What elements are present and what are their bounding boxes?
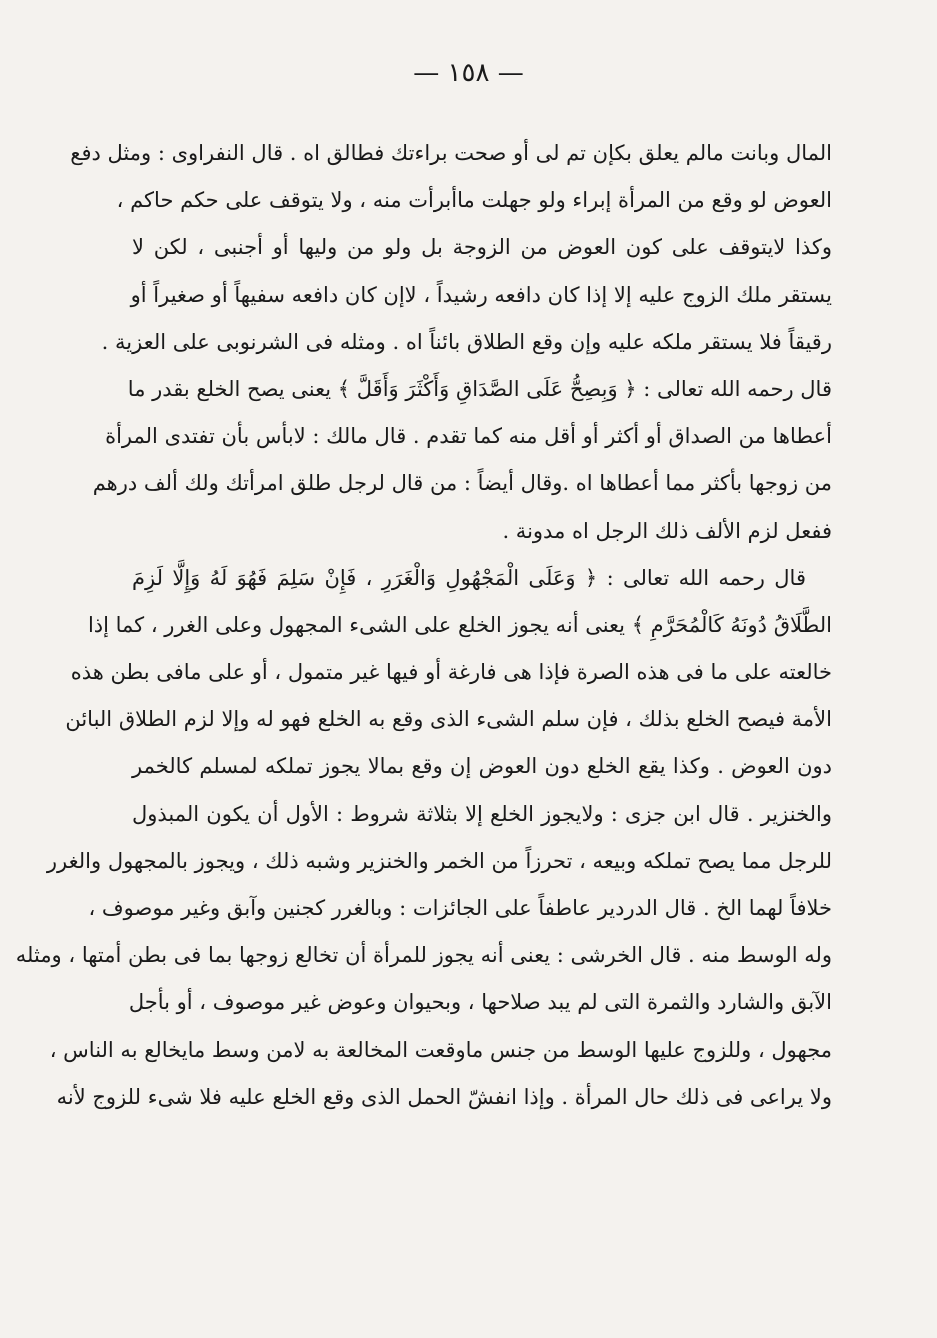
- text-line: قال رحمه الله تعالى : ﴿ وَعَلَى الْمَجْهُولِ وَالْغَرَرِ ، فَإِنْ سَلِمَ فَهُوَ لَهُ وَإِلَّا لَزِمَ: [132, 565, 806, 590]
- text-line: وكذا لايتوقف على كون العوض من الزوجة بل ولو من وليها أو أجنبى ، لكن لا: [132, 235, 832, 260]
- text-line: خالعته على ما فى هذه الصرة فإذا هى فارغة أو فيها غير متمول ، أو على مافى بطن هذه: [70, 660, 832, 685]
- text-line: الطَّلَاقُ دُونَهُ كَالْمُحَرَّمِ ﴾ يعنى أنه يجوز الخلع على الشىء المجهول وعلى الغرر ، كما إذا: [87, 612, 832, 637]
- text-line: العوض لو وقع من المرأة إبراء ولو جهلت ماأبرأت منه ، ولا يتوقف على حكم حاكم ،: [116, 188, 832, 213]
- text-line: دون العوض . وكذا يقع الخلع دون العوض إن وقع بمالا يجوز تملكه لمسلم كالخمر: [132, 754, 832, 779]
- text-line: الأمة فيصح الخلع بذلك ، فإن سلم الشىء الذى وقع به الخلع فهو له وإلا لزم الطلاق البائن: [65, 707, 832, 732]
- text-line: ففعل لزم الألف ذلك الرجل اه مدونة .: [502, 518, 832, 543]
- text-line: والخنزير . قال ابن جزى : ولايجوز الخلع إلا بثلاثة شروط : الأول أن يكون المبذول: [132, 801, 832, 826]
- text-line: للرجل مما يصح تملكه وبيعه ، تحرزاً من الخمر والخنزير وشبه ذلك ، ويجوز بالمجهول والغرر: [46, 848, 832, 873]
- text-line: المال وبانت مالم يعلق بكإن تم لى أو صحت براءتك فطالق اه . قال النفراوى : ومثل دفع: [70, 141, 832, 165]
- text-line: قال رحمه الله تعالى : ﴿ وَبِصِحُّ عَلَى الصَّدَاقِ وَأَكْثَرَ وَأَقَلَّ ﴾ يعنى يصح الخلع بقدر ما: [127, 376, 832, 401]
- text-line: مجهول ، وللزوج عليها الوسط من جنس ماوقعت المخالعة به لامن وسط مايخالع به الناس ،: [49, 1037, 832, 1062]
- text-line: من زوجها بأكثر مما أعطاها اه .وقال أيضاً : من قال لرجل طلق امرأتك ولك ألف درهم: [92, 471, 832, 496]
- text-line: خلافاً لهما الخ . قال الدردير عاطفاً على الجائزات : وبالغرر كجنين وآبق وغير موصوف ،: [88, 896, 832, 920]
- text-line: رقيقاً فلا يستقر ملكه عليه وإن وقع الطلاق بائناً اه . ومثله فى الشرنوبى على العزية .: [101, 329, 832, 354]
- text-line: ولا يراعى فى ذلك حال المرأة . وإذا انفشّ الحمل الذى وقع الخلع عليه فلا شىء للزوج لأنه: [56, 1084, 832, 1109]
- text-line: يستقر ملك الزوج عليه إلا إذا كان دافعه رشيداً ، لاإن كان دافعه سفيهاً أو صغيراً أو: [130, 282, 832, 307]
- text-line: الآبق والشارد والثمرة التى لم يبد صلاحها ، وبحيوان وعوض غير موصوف ، أو بأجل: [128, 990, 832, 1015]
- body-text: [15, 130, 832, 1121]
- page-number: — ١٥٨ —: [413, 58, 524, 88]
- text-line: وله الوسط منه . قال الخرشى : يعنى أنه يجوز للمرأة أن تخالع زوجها بما فى بطن أمتها ، ومثله: [15, 943, 832, 968]
- text-line: أعطاها من الصداق أو أكثر أو أقل منه كما تقدم . قال مالك : لابأس بأن تفتدى المرأة: [105, 424, 832, 449]
